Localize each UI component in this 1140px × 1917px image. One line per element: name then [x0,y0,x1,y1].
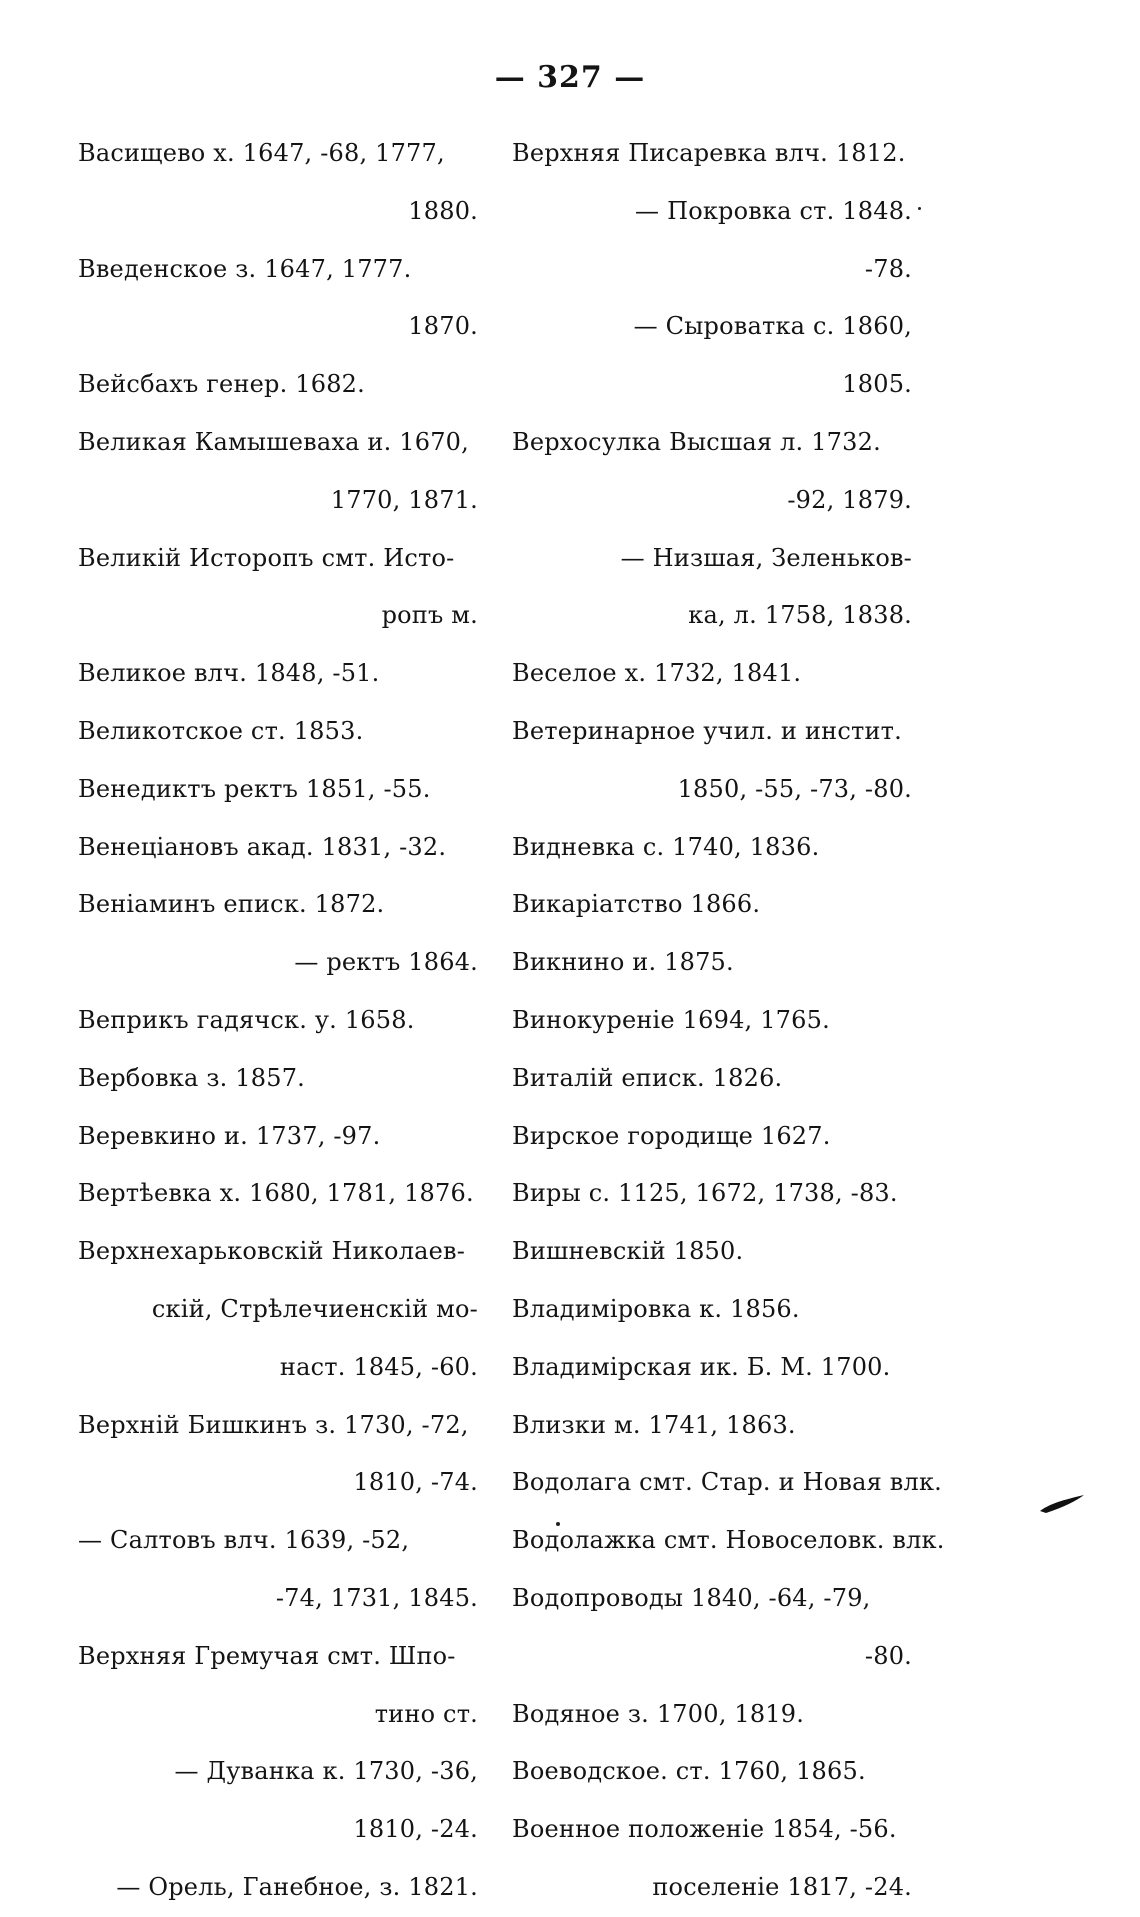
index-entry-continuation: 1880. [408,196,478,225]
index-entry-continuation: 1770, 1871. [330,485,478,514]
index-entry: Великотское ст. 1853. [78,716,364,745]
index-entry-continuation: 1870. [408,312,478,341]
index-entry: Великое влч. 1848, -51. [78,659,380,688]
index-entry: Верхняя Писаревка влч. 1812. [512,139,906,167]
index-entry: Веревкино и. 1737, -97. [78,1121,381,1150]
index-entry: Воеводское. ст. 1760, 1865. [512,1757,866,1786]
index-column-left [78,125,478,1917]
index-column-right [512,125,945,1917]
index-entry-continuation: -78. [864,254,912,283]
index-entry: Великій Исторопъ смт. Исто- [78,543,455,572]
index-entry: Верхній Бишкинъ з. 1730, -72, [78,1410,469,1439]
index-entry: Вертѣевка х. 1680, 1781, 1876. [78,1179,474,1208]
index-entry: Водолага смт. Стар. и Новая влк. [512,1468,942,1497]
index-entry: Вишневскій 1850. [512,1237,744,1266]
index-entry-continuation: 1810, -24. [353,1815,478,1844]
ink-blot [1038,1493,1086,1513]
index-entry: Великая Камышеваха и. 1670, [78,427,469,456]
index-entry: Водопроводы 1840, -64, -79, [512,1583,871,1612]
index-entry: Викаріатство 1866. [512,890,761,919]
index-entry: Владиміровка к. 1856. [512,1294,800,1323]
index-subentry: — Покровка ст. 1848. [635,196,912,225]
index-entry: Вирское городище 1627. [512,1121,831,1150]
index-entry: Введенское з. 1647, 1777. [78,254,412,283]
index-entry: Верхнехарьковскій Николаев- [78,1237,466,1266]
index-entry-continuation: -92, 1879. [787,485,912,514]
index-subentry: — Салтовъ влч. 1639, -52, [78,1526,410,1555]
index-entry: Вербовка з. 1857. [78,1063,306,1092]
index-entry: Васищево х. 1647, -68, 1777, [78,139,445,167]
index-entry: Венедиктъ ректъ 1851, -55. [78,774,431,803]
index-subentry: — Орель, Ганебное, з. 1821. [116,1872,478,1901]
index-entry-continuation: наст. 1845, -60. [279,1352,478,1381]
index-subentry: — Сыроватка с. 1860, [633,312,912,341]
index-entry-continuation: ка, л. 1758, 1838. [688,601,912,630]
index-entry: Ветеринарное учил. и инстит. [512,716,902,745]
index-entry-continuation: скій, Стрѣлечиенскій мо- [151,1294,478,1323]
index-entry: Влизки м. 1741, 1863. [512,1410,796,1439]
index-entry: Военное положеніе 1854, -56. [512,1815,897,1844]
index-entry: Верхосулка Высшая л. 1732. [512,427,881,456]
ink-speck [918,207,921,210]
index-entry: Видневка с. 1740, 1836. [512,832,820,861]
index-subentry: — ректъ 1864. [294,948,478,977]
page-number: — 327 — [494,60,646,95]
index-subentry: поселеніе 1817, -24. [652,1872,912,1901]
index-subentry: — Низшая, Зеленьков- [620,543,912,572]
index-entry-continuation: 1805. [842,370,912,399]
index-entry-continuation: ропъ м. [381,601,478,630]
index-entry: Верхняя Гремучая смт. Шпо- [78,1641,456,1670]
index-entry: Веселое х. 1732, 1841. [512,659,802,688]
index-entry: Виталій еписк. 1826. [512,1063,783,1092]
index-entry-continuation: 1850, -55, -73, -80. [677,774,912,803]
ink-speck [556,1522,560,1526]
index-subentry: — Дуванка к. 1730, -36, [174,1757,478,1786]
index-entry: Виры с. 1125, 1672, 1738, -83. [512,1179,898,1208]
index-entry: Владимірская ик. Б. М. 1700. [512,1352,891,1381]
index-entry: Веприкъ гадячск. у. 1658. [78,1005,415,1034]
index-entry-continuation: -74, 1731, 1845. [275,1583,478,1612]
index-entry: Венецiановъ акад. 1831, -32. [78,832,447,861]
index-entry-continuation: -80. [864,1641,912,1670]
index-entry: Викнино и. 1875. [512,948,734,977]
index-entry: Водолажка смт. Новоселовк. влк. [512,1526,945,1555]
index-entry: Веніаминъ еписк. 1872. [78,890,385,919]
index-entry-continuation: 1810, -74. [353,1468,478,1497]
index-entry-continuation: тино ст. [374,1699,478,1728]
index-entry: Винокуреніе 1694, 1765. [512,1005,830,1034]
index-entry: Вейсбахъ генер. 1682. [78,370,365,399]
index-entry: Водяное з. 1700, 1819. [512,1699,805,1728]
